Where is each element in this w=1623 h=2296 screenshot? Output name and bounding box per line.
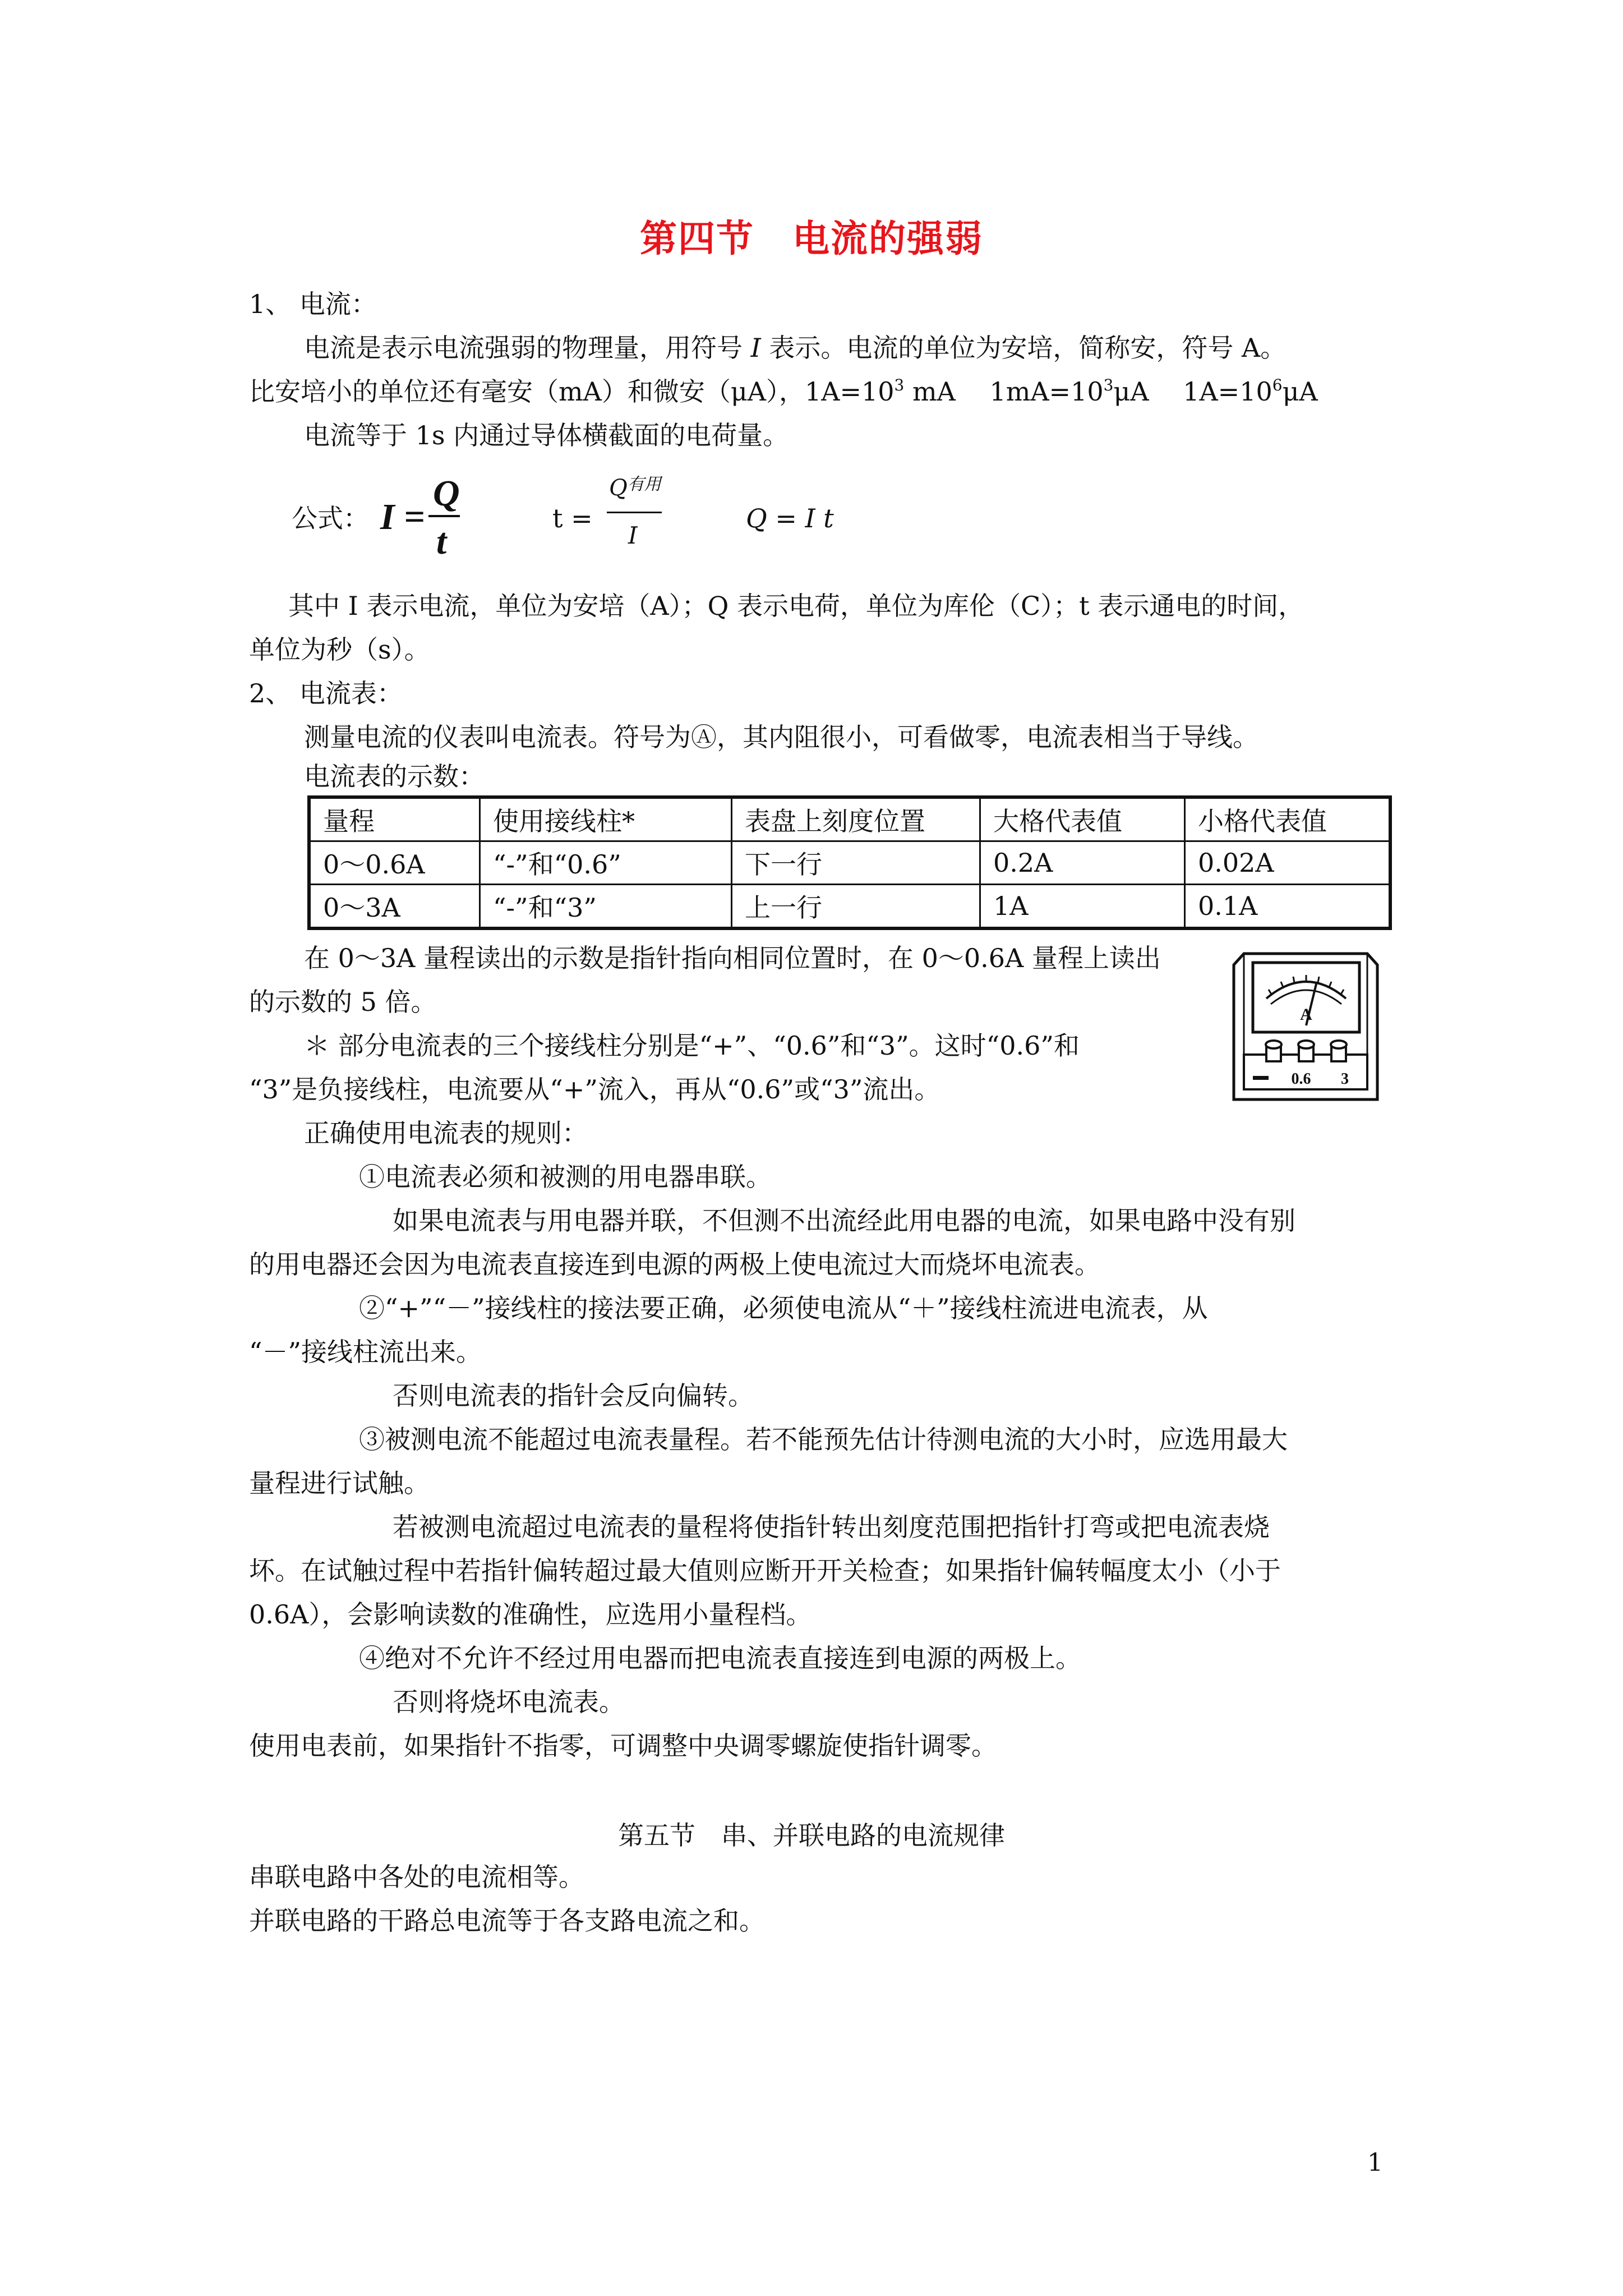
terminal-3 bbox=[1331, 1041, 1347, 1061]
paragraph-units: 比安培小的单位还有毫安（mA）和微安（μA），$1A=10^3$ mA $1mA=10^3\mu A$ $1A=10^6\mu A$ bbox=[249, 376, 1318, 407]
paragraph-parallel-rule: 并联电路的干路总电流等于各支路电流之和。 bbox=[249, 1906, 765, 1936]
formula-1-lhs: I = bbox=[380, 496, 425, 537]
table-caption: 电流表的示数： bbox=[304, 761, 485, 792]
table-cell: 0.2A bbox=[980, 841, 1185, 885]
formula-2-fraction-bar bbox=[607, 512, 662, 513]
table-header-cell: 大格代表值 bbox=[980, 797, 1185, 841]
ammeter-dial-letter: A bbox=[1300, 1005, 1312, 1024]
table-cell: 上一行 bbox=[732, 885, 980, 929]
rule-2-line-1: ②“+”“－”接线柱的接法要正确，必须使电流从“＋”接线柱流进电流表，从 bbox=[359, 1293, 1208, 1323]
rule-3-explain-3: 0.6A），会影响读数的准确性，应选用小量程档。 bbox=[249, 1599, 812, 1630]
table-header-cell: 量程 bbox=[309, 797, 480, 841]
terminal-3-label: 3 bbox=[1341, 1070, 1349, 1088]
table-row bbox=[309, 885, 1390, 929]
paragraph-ammeter: 测量电流的仪表叫电流表。符号为Ⓐ，其内阻很小，可看做零，电流表相当于导线。 bbox=[304, 722, 1258, 752]
rule-2-line-2: “－”接线柱流出来。 bbox=[249, 1337, 482, 1367]
section-1-heading: 1、 电流： bbox=[249, 289, 377, 319]
rule-4: ④绝对不允许不经过用电器而把电流表直接连到电源的两极上。 bbox=[359, 1643, 1081, 1673]
terminal-negative bbox=[1266, 1041, 1281, 1061]
rule-3-line-1: ③被测电流不能超过电流表量程。若不能预先估计待测电流的大小时，应选用最大 bbox=[359, 1424, 1288, 1455]
table-header-cell: 表盘上刻度位置 bbox=[732, 797, 980, 841]
rule-3-explain-2: 坏。在试触过程中若指针偏转超过最大值则应断开开关检查；如果指针偏转幅度太小（小于 bbox=[249, 1556, 1281, 1586]
table-cell: 0.02A bbox=[1185, 841, 1391, 885]
section-2-heading: 2、 电流表： bbox=[249, 678, 403, 708]
formula-2-numerator: $Q^{有用}$ bbox=[609, 475, 661, 501]
terminal-negative-label bbox=[1253, 1076, 1269, 1080]
rule-1-explain-1: 如果电流表与用电器并联，不但测不出流经此用电器的电流，如果电路中没有别 bbox=[393, 1205, 1295, 1236]
paragraph-current-definition: 电流是表示电流强弱的物理量，用符号 I 表示。电流的单位为安培，简称安，符号 A。 bbox=[304, 333, 1287, 363]
rule-2-explain: 否则电流表的指针会反向偏转。 bbox=[393, 1381, 754, 1411]
table-cell: 0～3A bbox=[309, 885, 480, 929]
ammeter-illustration bbox=[1227, 942, 1384, 1111]
table-header-cell: 小格代表值 bbox=[1185, 797, 1391, 841]
paragraph-zero-adjust: 使用电表前，如果指针不指零，可调整中央调零螺旋使指针调零。 bbox=[249, 1731, 997, 1761]
formula-1-numerator: Q bbox=[433, 473, 460, 514]
rules-heading: 正确使用电流表的规则： bbox=[304, 1118, 588, 1148]
ammeter-scale-ticks bbox=[1269, 975, 1344, 995]
formula-2-lhs: t = bbox=[552, 503, 593, 533]
table-cell: “-”和“3” bbox=[480, 885, 732, 929]
page-title: 第四节 电流的强弱 bbox=[640, 217, 983, 260]
formula-label: 公式： bbox=[292, 503, 369, 533]
formula-3: Q = I t bbox=[746, 503, 834, 533]
table-row bbox=[309, 841, 1390, 885]
table-cell: 0.1A bbox=[1185, 885, 1391, 929]
ammeter-terminals bbox=[1266, 1041, 1347, 1061]
formula-1-fraction-bar bbox=[428, 515, 460, 517]
paragraph-terminals-1: ＊ 部分电流表的三个接线柱分别是“+”、“0.6”和“3”。这时“0.6”和 bbox=[304, 1030, 1080, 1061]
rule-1-explain-2: 的用电器还会因为电流表直接连到电源的两极上使电流过大而烧坏电流表。 bbox=[249, 1249, 1100, 1280]
rule-1: ①电流表必须和被测的用电器串联。 bbox=[359, 1162, 772, 1192]
table-header-cell: 使用接线柱* bbox=[480, 797, 732, 841]
formula-2-denominator: I bbox=[628, 522, 638, 549]
paragraph-symbol-meaning-2: 单位为秒（s）。 bbox=[249, 634, 430, 665]
paragraph-series-rule: 串联电路中各处的电流相等。 bbox=[249, 1862, 584, 1892]
ammeter-reading-table bbox=[307, 795, 1392, 930]
rule-3-explain-1: 若被测电流超过电流表的量程将使指针转出刻度范围把指针打弯或把电流表烧 bbox=[393, 1512, 1270, 1542]
paragraph-terminals-2: “3”是负接线柱，电流要从“+”流入，再从“0.6”或“3”流出。 bbox=[249, 1074, 940, 1105]
paragraph-range-ratio-1: 在 0～3A 量程读出的示数是指针指向相同位置时，在 0～0.6A 量程上读出 bbox=[304, 943, 1161, 973]
table-header-row bbox=[309, 797, 1390, 841]
paragraph-range-ratio-2: 的示数的 5 倍。 bbox=[249, 987, 437, 1017]
formula-1-denominator: t bbox=[436, 521, 447, 562]
table-cell: 1A bbox=[980, 885, 1185, 929]
paragraph-symbol-meaning-1: 其中 I 表示电流，单位为安培（A）；Q 表示电荷，单位为库伦（C）；t 表示通电的时间， bbox=[288, 591, 1304, 621]
rule-4-explain: 否则将烧坏电流表。 bbox=[393, 1687, 625, 1717]
table-cell: “-”和“0.6” bbox=[480, 841, 732, 885]
section-5-title: 第五节 串、并联电路的电流规律 bbox=[618, 1820, 1005, 1851]
table-cell: 下一行 bbox=[732, 841, 980, 885]
page-number: 1 bbox=[1367, 2148, 1383, 2177]
terminal-0-6 bbox=[1298, 1041, 1314, 1061]
paragraph-charge: 电流等于 1s 内通过导体横截面的电荷量。 bbox=[304, 420, 789, 450]
rule-3-line-2: 量程进行试触。 bbox=[249, 1468, 430, 1498]
table-cell: 0～0.6A bbox=[309, 841, 480, 885]
terminal-0-6-label: 0.6 bbox=[1291, 1070, 1311, 1088]
